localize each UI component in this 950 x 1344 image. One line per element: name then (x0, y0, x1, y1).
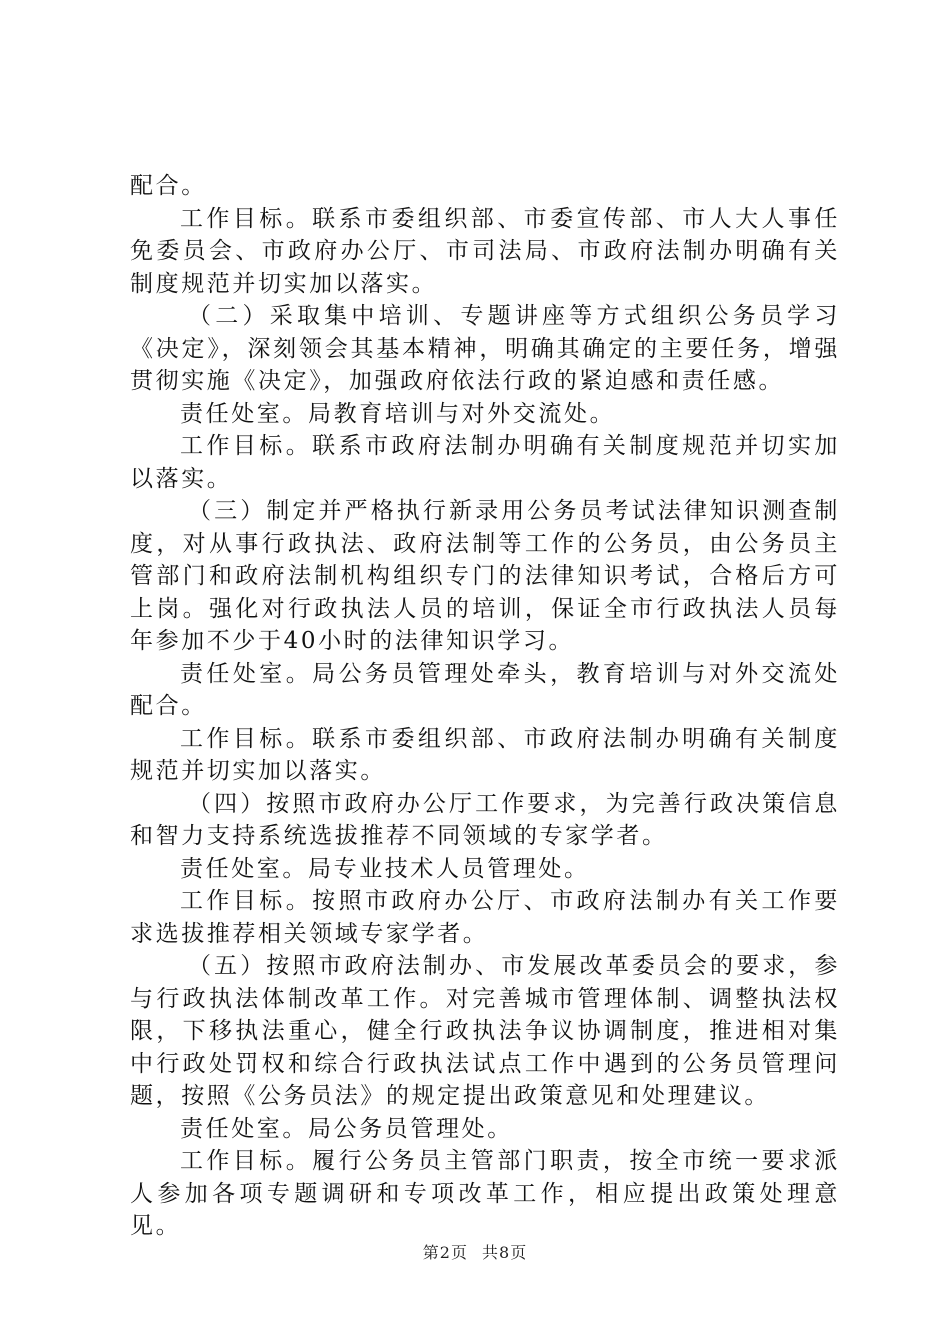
page-number: 第2页 (422, 1243, 468, 1262)
paragraph-item-5: （五）按照市政府法制办、市发展改革委员会的要求，参与行政执法体制改革工作。对完善城市管理体制、调整执法权限，下移执法重心，健全行政执法争议协调制度，推进相对集中行政处罚权和综合行政执法试点工作中遇到的公务员管理问题，按照《公务员法》的规定提出政策意见和处理建议。 (130, 953, 840, 1109)
paragraph-responsible-office: 责任处室。局教育培训与对外交流处。 (180, 400, 616, 427)
paragraph-work-goal: 工作目标。联系市委组织部、市委宣传部、市人大人事任免委员会、市政府办公厅、市司法局、市政府法制办明确有关制度规范并切实加以落实。 (130, 205, 840, 297)
paragraph-work-goal: 工作目标。履行公务员主管部门职责，按全市统一要求派人参加各项专题调研和专项改革工作，相应提出政策处理意见。 (130, 1148, 840, 1239)
paragraph-work-goal: 工作目标。联系市政府法制办明确有关制度规范并切实加以落实。 (130, 433, 840, 492)
paragraph-continuation: 配合。 (130, 173, 207, 199)
page-total: 共8页 (482, 1243, 528, 1262)
paragraph-responsible-office: 责任处室。局专业技术人员管理处。 (180, 855, 590, 882)
page-footer (0, 1240, 950, 1263)
paragraph-responsible-office: 责任处室。局公务员管理处牵头，教育培训与对外交流处配合。 (130, 660, 840, 719)
paragraph-item-4: （四）按照市政府办公厅工作要求，为完善行政决策信息和智力支持系统选拔推荐不同领域的专家学者。 (130, 790, 840, 849)
paragraph-item-3: （三）制定并严格执行新录用公务员考试法律知识测查制度，对从事行政执法、政府法制等工作的公务员，由公务员主管部门和政府法制机构组织专门的法律知识考试，合格后方可上岗。强化对行政执法人员的培训，保证全市行政执法人员每年参加不少于40小时的法律知识学习。 (130, 498, 840, 654)
paragraph-work-goal: 工作目标。按照市政府办公厅、市政府法制办有关工作要求选拔推荐相关领域专家学者。 (130, 888, 840, 947)
document-body (130, 170, 840, 1243)
paragraph-item-2: （二）采取集中培训、专题讲座等方式组织公务员学习《决定》，深刻领会其基本精神，明确其确定的主要任务，增强贯彻实施《决定》，加强政府依法行政的紧迫感和责任感。 (130, 303, 840, 394)
paragraph-work-goal: 工作目标。联系市委组织部、市政府法制办明确有关制度规范并切实加以落实。 (130, 725, 840, 784)
paragraph-responsible-office: 责任处室。局公务员管理处。 (180, 1115, 513, 1142)
